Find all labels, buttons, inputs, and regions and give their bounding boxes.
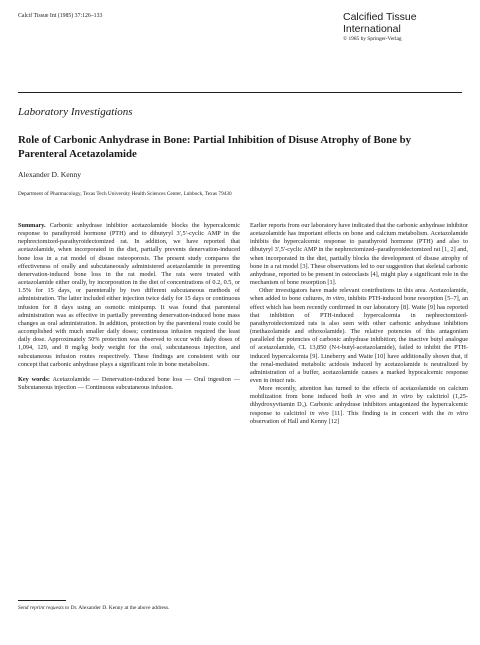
summary-paragraph — [18, 222, 240, 369]
intro-paragraph-2 — [250, 287, 468, 385]
keywords-label: Key words: — [18, 375, 50, 383]
journal-name-line2: International — [343, 22, 401, 35]
reprint-footnote — [18, 605, 238, 612]
article-author: Alexander D. Kenny — [18, 170, 82, 179]
p3-italic-in-vitro-2: in vitro — [447, 409, 468, 417]
journal-citation: Calcif Tissue Int (1985) 37:126–133 — [18, 13, 103, 19]
summary-label: Summary. — [18, 222, 46, 229]
copyright-notice: © 1985 by Springer-Verlag — [343, 36, 402, 42]
intro-paragraph-3 — [250, 385, 468, 426]
p2-text-b: , inhibits PTH-induced bone resorption [5–7], an effect which has been recently confirmed in our laboratory [8]. Waite [9] has reported that inhibition of PTH-induced hypercalcemia in nephrectomized-parathyroidectomized rats is also seen with other carbonic anhydrase inhibitors (methazolamide and ethoxolamide). The relative potencies of this antagonism paralleled the potencies of carbonic anhydrase inhibition; the inactive butyl analogue of acetazolamide, CL 13,850 (N-t-butyl-acetazolamide), failed to inhibit the PTH-induced hypercalcemia [9]. Lineberry and Waite [10] have additionally shown that, if the renal-mediated metabolic acidosis induced by acetazolamide is neutralized by administration of a buffer, acetazolamide causes a marked hypocalcemic response even in — [250, 295, 469, 384]
author-affiliation: Department of Pharmacology, Texas Tech University Health Sciences Center, Lubbock, Texas 79430 — [18, 191, 232, 197]
p3-text-a: More recently, attention has turned to the effects of acetazolamide on calcium mobilization from bone induced both — [250, 385, 468, 401]
intro-paragraph-1: Earlier reports from our laboratory have indicated that the carbonic anhydrase inhibitor acetazolamide has important effects on bone and calcium metabolism. Acetazolamide inhibits the hypercalcemic response to parathyroid hormone (PTH) and also to dibutyryl 3′,5′-cyclic AMP in the nephrectomized–parathyroidectomized rat [1, 2] and, when incorporated in the diet, partially blocks the development of disuse atrophy of bone in a rat model [3]. These observations led to our suggestion that skeletal carbonic anhydrase, reported to be present in osteoclasts [4], might play a significant role in the mechanism of bone resorption [1]. — [250, 222, 468, 287]
article-title: Role of Carbonic Anhydrase in Bone: Partial Inhibition of Disuse Atrophy of Bone by Parenteral Acetazolamide — [18, 134, 412, 160]
section-divider — [18, 92, 462, 93]
reprint-label: Send reprint requests to — [18, 605, 70, 611]
footnote-rule — [18, 600, 66, 601]
left-column — [18, 222, 240, 392]
reprint-text: Dr. Alexander D. Kenny at the above address. — [70, 605, 170, 611]
p3-text-b: and — [375, 393, 393, 401]
p3-italic-in-vitro: in vitro — [392, 393, 413, 401]
p3-text-d: [11]. This finding is in concert with the — [328, 409, 448, 417]
journal-name-line1: Calcified Tissue — [343, 11, 417, 23]
keywords-text: Acetazolamide — Denervation-induced bone loss — Oral ingestion — Subcutaneous injection — Continuous subcutaneous infusion. — [18, 375, 240, 391]
p2-text-c: rats. — [284, 376, 297, 384]
p3-italic-in-vivo: in vivo — [356, 393, 376, 401]
p2-italic-intact: intact — [269, 376, 285, 384]
p3-italic-in-vivo-2: in vivo — [309, 409, 329, 417]
section-label: Laboratory Investigations — [18, 106, 133, 118]
summary-text: Carbonic anhydrase inhibitor acetazolamide blocks the hypercalcemic response to parathyroid hormone (PTH) and to dibutyryl 3′,5′-cyclic AMP in the nephrectomized-parathyroidectomized rat. In addition, we have reported that acetazolamide, when incorporated in the diet, partially prevents denervation-induced bone loss in a rat model of disuse osteoporosis. The present study compares the effectiveness of orally and subcutaneously administered acetazolamide in preventing denervation-induced bone loss in the rat model. The rats were treated with acetazolamide either orally, by incorporation in the diet of concentrations of 0.2, 0.5, or 1.5% for 15 days, or parenterally by two different subcutaneous methods of administration. The latter included either injection twice daily for 15 days or continuous infusion for 8 days using an osmotic minipump. It was found that parenteral administration was as effective in partially preventing denervation-induced bone mass changes as oral administration. In addition, protection by the parenteral route could be accomplished with much smaller daily doses; continuous infusion required the least daily dose. Approximately 50% protection was observed to occur with daily doses of 1,094, 129, and 8 mg/kg body weight for the oral, subcutaneous injection, and subcutaneous infusion routes respectively. These findings are consistent with our concept that carbonic anhydrase plays a significant role in bone metabolism. — [18, 222, 241, 368]
journal-masthead — [343, 12, 465, 42]
p2-text-a: Other investigators have made relevant contributions in this area. Acetazolamide, when added to bone cultures, — [250, 287, 468, 303]
p3-text-e: observation of Hall and Kenny [12] — [250, 417, 340, 425]
right-column — [250, 222, 468, 426]
keywords-paragraph — [18, 376, 240, 392]
p3-text-c: by calcitriol (1,25-dihydroxyvitamin D₃). Carbonic anhydrase inhibitors antagonized the hypercalcemic response to calcitriol — [250, 393, 469, 417]
p2-italic-in-vitro: in vitro — [326, 295, 345, 303]
